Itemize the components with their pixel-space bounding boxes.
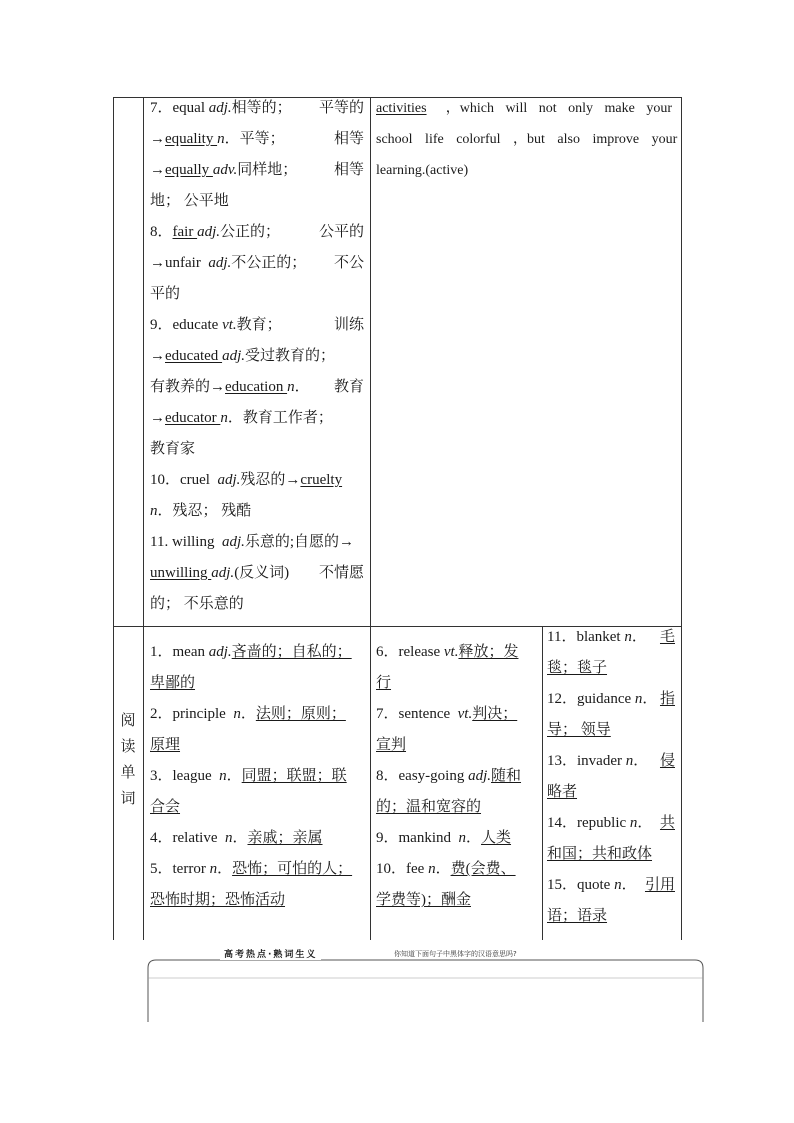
box-subtitle: 你知道下面句子中黑体字的汉语意思吗? [394, 950, 517, 958]
vocab-item-3: 3．league n．同盟；联盟；联 [150, 768, 347, 784]
vocab-item-9: 9．mankind n．人类 [376, 830, 512, 846]
box-title: 高考热点·熟词生义 [220, 947, 321, 960]
vocab-item-5: 5．terror n．恐怖；可怕的人； [150, 861, 353, 877]
vocab-item-13-cont: 略者 [547, 784, 578, 800]
row-education: 有教养的→education n． 教育 [150, 379, 364, 395]
vocab-item-10: 10．fee n．费(会费、 [376, 861, 516, 877]
vocab-item-12-cont: 导； 领导 [547, 722, 611, 738]
vocab-item-5-cont: 恐怖时期；恐怖活动 [150, 892, 286, 908]
vocab-item-10-cont: 学费等)；酬金 [376, 892, 471, 908]
vocab-item-8: 8．easy-going adj.随和 [376, 768, 522, 784]
row-educator: →educator n．教育工作者； [150, 410, 333, 426]
row-educated: →educated adj.受过教育的； [150, 348, 335, 364]
vocab-item-1-cont: 卑鄙的 [150, 675, 196, 691]
answer-word: activities [376, 101, 427, 116]
row-equally: →equally adv.同样地； 相等 [150, 162, 364, 178]
row-9-educate: 9．educate vt.教育； 训练 [150, 317, 364, 333]
vocab-item-12: 12．guidance n． 指 [547, 691, 675, 707]
vocab-item-14: 14．republic n． 共 [547, 815, 675, 831]
vocab-item-11: 11．blanket n． 毛 [547, 629, 675, 645]
vocab-item-14-cont: 和国；共和政体 [547, 846, 653, 862]
vocab-item-4: 4．relative n．亲戚；亲属 [150, 830, 323, 846]
vocab-item-7-cont: 宣判 [376, 737, 407, 753]
row-7-equal: 7．equal adj.相等的； 平等的 [150, 100, 364, 116]
row-equally-2: 地； 公平地 [150, 193, 229, 209]
row-unfair: →unfair adj.不公正的； 不公 [150, 255, 364, 271]
section-label-char: 单 [120, 765, 136, 781]
row-11-willing: 11. willing adj.乐意的;自愿的→ [150, 534, 355, 550]
row-8-fair: 8．fair adj.公正的； 公平的 [150, 224, 364, 240]
vocab-item-15-cont: 语；语录 [547, 908, 608, 924]
vocab-item-13: 13．invader n． 侵 [547, 753, 675, 769]
vocab-item-1: 1．mean adj.吝啬的；自私的； [150, 644, 352, 660]
section-label-char: 读 [120, 739, 136, 755]
vocab-item-3-cont: 合会 [150, 799, 181, 815]
row-educator-2: 教育家 [150, 441, 196, 457]
vocab-item-6: 6．release vt.释放；发 [376, 644, 519, 660]
row-equality: →equality n．平等； 相等 [150, 131, 364, 147]
row-cruelty-2: n．残忍； 残酷 [150, 503, 252, 519]
vocab-item-6-cont: 行 [376, 675, 392, 691]
vocab-item-8-cont: 的；温和宽容的 [376, 799, 482, 815]
section-label-char: 阅 [120, 713, 136, 729]
vocab-item-2: 2．principle n．法则；原则； [150, 706, 346, 722]
row-unfair-2: 平的 [150, 286, 181, 302]
row-10-cruel: 10．cruel adj.残忍的→cruelty [150, 472, 343, 488]
vocab-item-2-cont: 原理 [150, 737, 181, 753]
sentence-line-1-rest: ，which will not only make your [445, 101, 672, 116]
row-unwilling: unwilling adj.(反义词) 不情愿 [150, 565, 364, 581]
vocab-item-15: 15．quote n． 引用 [547, 877, 675, 893]
section-label-char: 词 [120, 791, 136, 807]
row-unwilling-2: 的； 不乐意的 [150, 596, 244, 612]
vocab-item-11-cont: 毯；毯子 [547, 660, 608, 676]
vocab-item-7: 7．sentence vt.判决； [376, 706, 518, 722]
sentence-line-2: school life colorful ，but also improve your [376, 132, 678, 147]
sentence-line-3: learning.(active) [376, 163, 469, 178]
